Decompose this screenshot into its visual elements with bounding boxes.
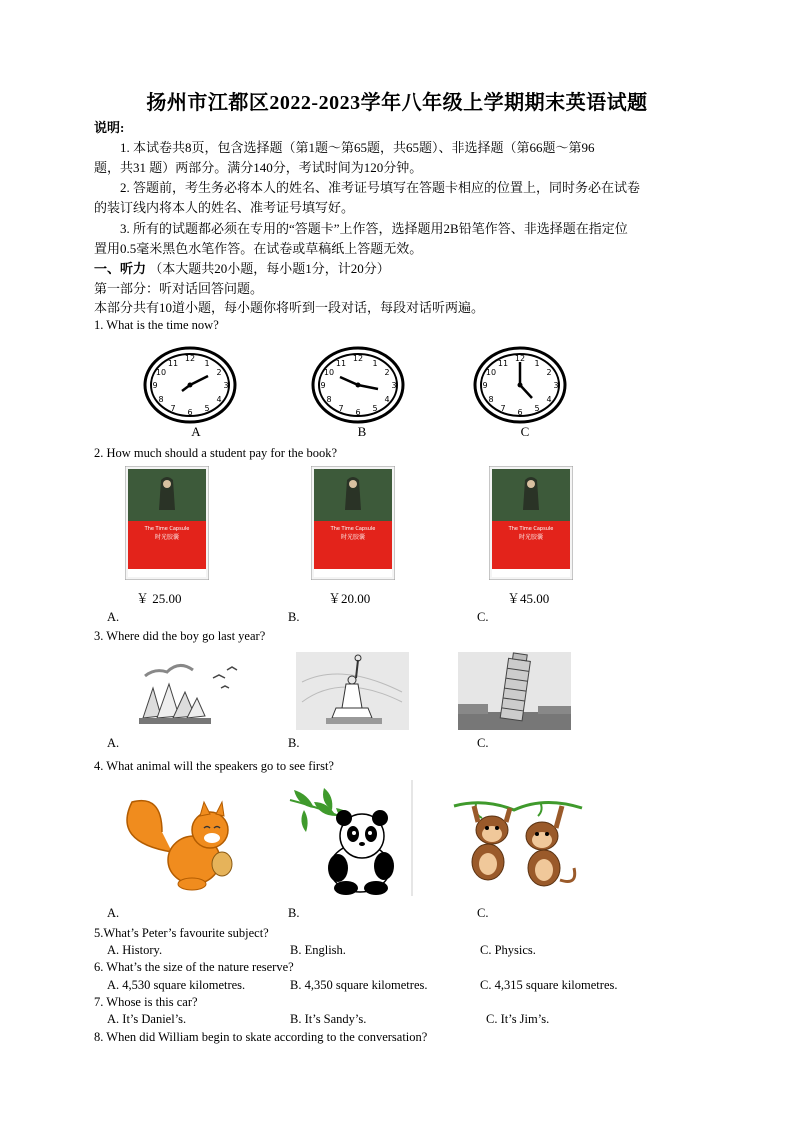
svg-text:8: 8 — [158, 395, 164, 404]
q7-option-a: A. It’s Daniel’s. — [107, 1012, 187, 1026]
svg-text:11: 11 — [497, 359, 509, 368]
q4-option-b: B. — [288, 906, 300, 920]
part-1-title: 第一部分：听对话回答问题。 — [94, 281, 264, 296]
clock-a-icon — [142, 346, 238, 426]
svg-text:9: 9 — [320, 381, 326, 390]
svg-text:时光胶囊: 时光胶囊 — [340, 534, 366, 541]
svg-text:11: 11 — [167, 359, 179, 368]
svg-text:9: 9 — [482, 381, 488, 390]
price-c: ￥45.00 — [507, 591, 550, 606]
section-title: 一、听力 — [94, 261, 147, 276]
q6-option-c: C. 4,315 square kilometres. — [480, 978, 618, 992]
svg-text:3: 3 — [391, 381, 397, 390]
q5-option-a: A. History. — [107, 943, 163, 957]
svg-text:8: 8 — [326, 395, 332, 404]
clock-c-icon — [472, 346, 568, 426]
page-title: 扬州市江都区2022-2023学年八年级上学期期末英语试题 — [146, 92, 648, 114]
q6-option-a: A. 4,530 square kilometres. — [107, 978, 246, 992]
svg-text:11: 11 — [335, 359, 347, 368]
svg-text:The Time Capsule: The Time Capsule — [144, 526, 190, 532]
price-a: ￥ 25.00 — [136, 591, 182, 606]
section-heading — [94, 261, 704, 277]
svg-text:4: 4 — [384, 395, 390, 404]
q3-option-a: A. — [107, 736, 120, 750]
svg-text:7: 7 — [170, 404, 176, 413]
instructions-heading: 说明: — [94, 120, 125, 135]
svg-text:1: 1 — [204, 359, 210, 368]
svg-text:2: 2 — [216, 368, 222, 377]
question-3: 3. Where did the boy go last year? — [94, 629, 266, 643]
svg-text:6: 6 — [517, 408, 523, 417]
svg-text:4: 4 — [546, 395, 552, 404]
instruction-2a: 2. 答题前，考生务必将本人的姓名、准考证号填写在答题卡相应的位置上，同时务必在试卷 — [120, 180, 641, 195]
svg-text:The Time Capsule: The Time Capsule — [508, 526, 554, 532]
svg-text:9: 9 — [152, 381, 158, 390]
instruction-2b: 的装订线内将本人的姓名、准考证号填写好。 — [94, 200, 355, 215]
instruction-1a: 1. 本试卷共8页，包含选择题（第1题～第65题，共65题）、非选择题（第66题～第96 — [120, 140, 595, 155]
book-c-image — [489, 466, 573, 580]
q5-option-b: B. English. — [290, 943, 346, 957]
svg-text:10: 10 — [485, 368, 497, 377]
question-5: 5.What’s Peter’s favourite subject? — [94, 926, 269, 940]
svg-text:8: 8 — [488, 395, 494, 404]
clock-a-label: A — [191, 424, 201, 439]
q4-option-c: C. — [477, 906, 489, 920]
svg-text:7: 7 — [338, 404, 344, 413]
squirrel-image — [122, 792, 244, 896]
q7-option-c: C. It’s Jim’s. — [486, 1012, 550, 1026]
instruction-1b: 题，共31 题）两部分。满分140分，考试时间为120分钟。 — [94, 160, 423, 175]
q4-option-a: A. — [107, 906, 120, 920]
svg-text:5: 5 — [534, 404, 540, 413]
svg-text:5: 5 — [372, 404, 378, 413]
svg-text:1: 1 — [372, 359, 378, 368]
svg-text:5: 5 — [204, 404, 210, 413]
svg-text:12: 12 — [184, 354, 196, 363]
svg-text:2: 2 — [384, 368, 390, 377]
q3-option-c: C. — [477, 736, 489, 750]
q7-option-b: B. It’s Sandy’s. — [290, 1012, 367, 1026]
svg-text:3: 3 — [553, 381, 559, 390]
q6-option-b: B. 4,350 square kilometres. — [290, 978, 428, 992]
svg-text:2: 2 — [546, 368, 552, 377]
question-6: 6. What’s the size of the nature reserve? — [94, 960, 294, 974]
question-7: 7. Whose is this car? — [94, 995, 198, 1009]
clock-b-icon — [310, 346, 406, 426]
question-4: 4. What animal will the speakers go to see first? — [94, 759, 334, 773]
leaning-tower-image — [458, 652, 571, 730]
clock-c-label: C — [520, 424, 530, 439]
question-1: 1. What is the time now? — [94, 318, 219, 332]
q3-option-b: B. — [288, 736, 300, 750]
price-b: ￥20.00 — [328, 591, 371, 606]
book-a-image — [125, 466, 209, 580]
panda-image — [280, 780, 414, 896]
statue-of-liberty-image — [296, 652, 409, 730]
book-b-image — [311, 466, 395, 580]
q2-option-c: C. — [477, 610, 489, 624]
q5-option-c: C. Physics. — [480, 943, 536, 957]
svg-text:10: 10 — [323, 368, 335, 377]
svg-text:The Time Capsule: The Time Capsule — [330, 526, 376, 532]
monkeys-image — [452, 792, 584, 896]
svg-text:10: 10 — [155, 368, 167, 377]
question-8: 8. When did William begin to skate according to the conversation? — [94, 1030, 428, 1044]
svg-text:时光胶囊: 时光胶囊 — [518, 534, 544, 541]
opera-house-image — [135, 652, 245, 730]
part-1-description: 本部分共有10道小题，每小题你将听到一段对话，每段对话听两遍。 — [94, 300, 485, 315]
svg-text:7: 7 — [500, 404, 506, 413]
svg-text:6: 6 — [187, 408, 193, 417]
q2-option-a: A. — [107, 610, 120, 624]
instruction-3a: 3. 所有的试题都必须在专用的“答题卡”上作答，选择题用2B铅笔作答、非选择题在指定位 — [120, 221, 628, 236]
svg-text:4: 4 — [216, 395, 222, 404]
svg-text:6: 6 — [355, 408, 361, 417]
question-2: 2. How much should a student pay for the book? — [94, 446, 338, 460]
svg-text:时光胶囊: 时光胶囊 — [154, 534, 180, 541]
svg-text:3: 3 — [223, 381, 229, 390]
instruction-3b: 置用0.5毫米黑色水笔作答。在试卷或草稿纸上答题无效。 — [94, 241, 423, 256]
clock-b-label: B — [357, 424, 367, 439]
svg-text:12: 12 — [352, 354, 364, 363]
svg-text:1: 1 — [534, 359, 540, 368]
section-note: （本大题共20小题，每小题1分，计20分） — [149, 261, 390, 276]
q2-option-b: B. — [288, 610, 300, 624]
svg-text:12: 12 — [514, 354, 526, 363]
